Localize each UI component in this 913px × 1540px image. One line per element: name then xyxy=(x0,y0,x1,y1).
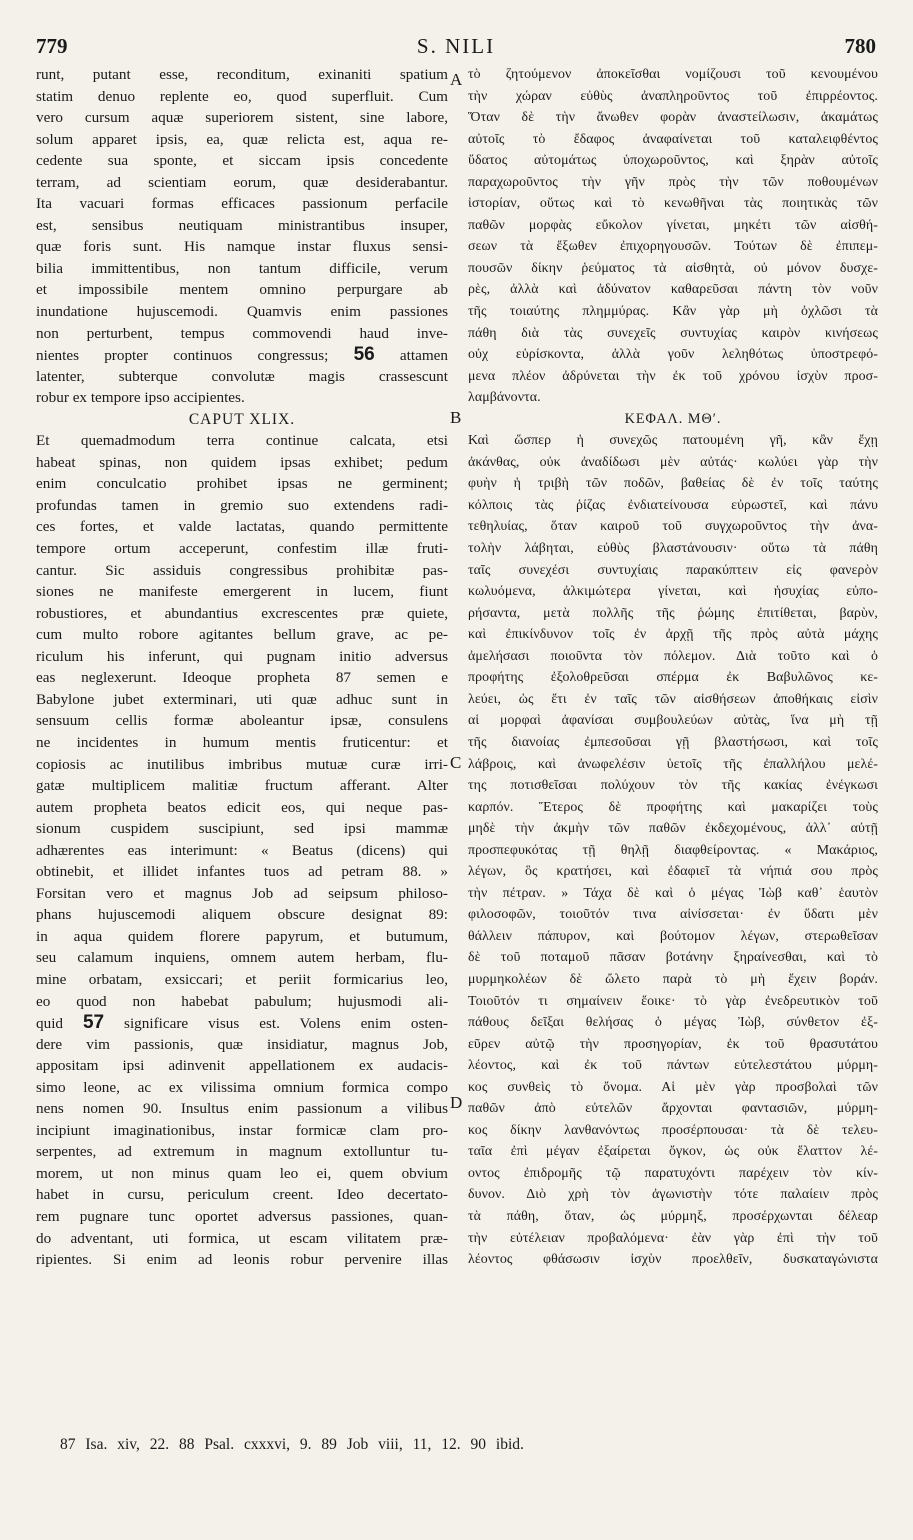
greek-text-line: τὴν εὐτέλειαν προβαλόμενα· ἐὰν γὰρ ἐπὶ τὴν τοῦ xyxy=(468,1230,878,1246)
latin-text-line: vero cursum aquæ superiorem sistent, sine labore, xyxy=(36,109,448,127)
latin-text-line: enim conculcatio prohibet ipsas ne germinent; xyxy=(36,475,448,493)
greek-text-line: φυὴν ἡ τριβὴ τῶν ποδῶν, βαθείας δὲ ἐν τοῖς ταύτης xyxy=(468,476,878,492)
latin-text-line: copiosis ac inutilibus imbribus mutuæ curæ irri- xyxy=(36,755,448,773)
latin-text-line: simo leone, ac ex vilissima omnium formica compo xyxy=(36,1078,448,1096)
latin-text-line: habet in cursu, periculum creent. Ideo decertato- xyxy=(36,1186,448,1204)
margin-marker-c: C xyxy=(450,753,462,772)
latin-text-line: statim denuo replente eo, quod superfluit. Cum xyxy=(36,87,448,105)
latin-text-line: inundatione hujuscemodi. Quamvis enim passiones xyxy=(36,303,448,321)
greek-text-line: θάλλειν πάπυρον, καὶ βούτομον λέγων, στερωθεῖσαν xyxy=(468,928,878,944)
chapter-heading: CAPUT XLIX. xyxy=(188,410,296,428)
greek-text-line: Τοιοῦτόν τι σημαίνειν ἔοικε· τὸ γὰρ ἐνεδρευτικὸν τοῦ xyxy=(468,993,878,1009)
greek-text-line: τὴν πέτραν. » Τάχα δὲ καὶ ὁ μέγας Ἰὼβ καθ᾽ ἑαυτὸν xyxy=(468,885,878,901)
greek-text-line: ἀκάνθας, οὐκ ἀναδίδωσι μὲν αὐτάς· κωλύει γὰρ τὴν xyxy=(468,454,878,470)
latin-text-line: cum multo robore agitantes bellum grave, ac pe- xyxy=(36,626,448,644)
greek-text-line: λεύει, ὡς ἔτι ἐν ταῖς τῶν αἰσθήσεων ἀποθήκαις εἰσὶν xyxy=(468,691,878,707)
latin-text-line: sionum cuspidem suscipiunt, sed ipsi mammæ xyxy=(36,820,448,838)
greek-text-line: φιλοσοφῶν, τοιοῦτόν τινα αἰνίσσεται· ἐν ὕδατι μὲν xyxy=(468,907,878,923)
latin-text-line: ces fortes, et valde lactatas, quando permittente xyxy=(36,518,448,536)
latin-text-line: latenter, subterque convolutæ magis crassescunt xyxy=(36,367,448,385)
greek-text-line: ἱστορίαν, οὕτως καὶ τὸ κενωθῆναι τὰς ποιητικὰς τῶν xyxy=(468,196,878,212)
greek-text-line: τὴν χώραν εὐθὺς ἀναπληροῦντος τοῦ ἐπιρρέοντος. xyxy=(468,88,878,104)
page-number-left: 779 xyxy=(36,34,68,58)
greek-text-line: λαμβάνοντα. xyxy=(468,390,541,406)
latin-text-line: riculum his inferunt, qui pugnam initio adversus xyxy=(36,647,448,665)
latin-text-line: tempore ortum acceperunt, confestim illæ fruti- xyxy=(36,540,448,558)
latin-text-line: cedente sua sponte, et siccam ipsis concedente xyxy=(36,152,448,170)
greek-text-line: λέγων, ὃς κρατήσει, καὶ ἐδαφιεῖ τὰ νήπιά σου πρὸς xyxy=(468,864,878,880)
greek-text-line: λάβροις, καὶ ἀνωφελέσιν ὑετοῖς τῆς ἐπαλλήλου μελέ- xyxy=(468,756,878,772)
latin-text-line: cantur. Sic assiduis congressibus prohibitæ pas- xyxy=(36,561,448,579)
greek-text-line: κος συνθεὶς τὸ ὄνομα. Αἱ μὲν γὰρ προσβολαὶ τῶν xyxy=(468,1079,878,1095)
latin-text-line: eas neglexerunt. Ideoque propheta 87 semen e xyxy=(36,669,448,687)
greek-text-line: κωλυόμενα, ἀλκιμώτερα γίνεται, καὶ ἡσυχίας εὐπο- xyxy=(468,584,878,600)
greek-text-line: ρὲς, ἀλλὰ καὶ ἀδύνατον καθαρεῦσαι πάντη τὸν νοῦν xyxy=(468,282,878,298)
greek-text-line: προφήτης ἐξολοθρεῦσαι σπέρμα ἐκ Βαβυλῶνος κε- xyxy=(468,670,878,686)
greek-text-line: Ὅταν δὲ τὴν ἄνωθεν φορὰν ἀναστείλωσιν, ἀκαμάτως xyxy=(468,110,878,126)
greek-text-line: δυνον. Διὸ χρὴ τὸν ἀγωνιστὴν τότε παλαίειν πρὸς xyxy=(468,1187,878,1203)
latin-text-line: sensuum cellis formæ aboleantur ipsæ, consulens xyxy=(36,712,448,730)
latin-text-line: dere vim passionis, quæ insidiatur, magnus Job, xyxy=(36,1035,448,1053)
latin-text-line: morem, ut non minus quam leo ei, quem obvium xyxy=(36,1164,448,1182)
latin-text-line: non perturbent, tempus commovendi haud inve- xyxy=(36,324,448,342)
latin-text-line: nens nomen 90. Insultus enim passionum a vilibus xyxy=(36,1100,448,1118)
latin-text-line: obtinebit, et illidet infantes tuos ad petram 88. » xyxy=(36,863,448,881)
greek-text-line: τῆς τοιαύτης πλημμύρας. Κἂν γὰρ μὴ ὀχλῶσι τὰ xyxy=(468,304,878,320)
greek-text-line: λέοντος φθάσωσιν ἰσχὺν προελθεῖν, δυσκαταγώνιστα xyxy=(468,1252,878,1268)
latin-text-line: appositam ipsi adinvenit appellationem ex audacis- xyxy=(36,1057,448,1075)
running-title: S. NILI xyxy=(416,34,496,58)
latin-text-line: bilia immittentibus, non tantum difficile, verum xyxy=(36,259,448,277)
latin-text-line: robur ex tempore ipso accipientes. xyxy=(36,389,245,407)
latin-text-line: adhærentes eas interimunt: « Beatus (dicens) qui xyxy=(36,841,448,859)
latin-text-line: runt, putant esse, reconditum, exinaniti spatium xyxy=(36,66,448,83)
latin-text-line: seu calamum inquiens, omnem autem herbam, flu- xyxy=(36,949,448,967)
latin-text-line: quæ foris sunt. His namque instar fluxus sensi- xyxy=(36,238,448,256)
footnotes: 87 Isa. xiv, 22. 88 Psal. cxxxvi, 9. 89 Job viii, 11, 12. 90 ibid. xyxy=(60,1436,524,1453)
latin-text-line: et impossibile mentem omnino perpurgare ab xyxy=(36,281,448,299)
latin-text-line: phans hujuscemodi aliquem obscure designat 89: xyxy=(36,906,448,924)
greek-text-line: αἱ μορφαὶ ἀφανίσαι συμβουλεύων αὐτὰς, ἵνα μὴ τῇ xyxy=(468,713,878,729)
latin-text-line: gatæ multiplicem malitiæ fructum afferant. Alter xyxy=(36,777,448,795)
greek-text-line: τὰ πάθη, ὅταν, ὡς μύρμηξ, προσέρχωνται δέλεαρ xyxy=(468,1208,878,1224)
greek-text-line: τολὴν λάβηται, εὐθὺς βλαστάνουσιν· οὕτω τὰ πάθη xyxy=(468,541,878,557)
greek-text-line: ταῖα ἐπὶ μέγαν ἐξαίρεται ὄγκον, ὡς οὐκ ἔλαττον λέ- xyxy=(468,1144,878,1160)
greek-text-line: μενα πλέον ἀδρύνεται τὴν ἐκ τοῦ χρόνου ἰσχὺν προσ- xyxy=(468,368,878,384)
latin-text-line: in aqua quidem florere papyrum, et butumum, xyxy=(36,927,448,945)
greek-text-line: μυρμηκολέων δὲ ὤλετο παρὰ τὸ μὴ ἔχειν βοράν. xyxy=(468,971,878,987)
greek-text-line: κόλποις τὰς ῥίζας ἐνδιατείνουσα εὐρωστεῖ, καὶ πάνυ xyxy=(468,497,878,513)
page-header xyxy=(36,34,876,60)
greek-text-line: αὐτοῖς τὸ ἔδαφος ἀναφαίνεται τοῦ καταλειφθέντος xyxy=(468,131,878,147)
latin-text-line: rem pugnare tunc oportet adversus passiones, quan- xyxy=(36,1207,448,1225)
greek-text-line: εῦρεν αὐτῷ τὴν προσηγορίαν, ἐκ τοῦ θρασυτάτου xyxy=(468,1036,878,1052)
latin-text-line: habeat spinas, non quidem ipsas exhibet; pedum xyxy=(36,453,448,471)
column-number: 56 xyxy=(353,344,375,366)
latin-text-line: mine orbatam, exsiccari; et periit formicarius leo, xyxy=(36,970,448,988)
latin-text-line: siones ne manifeste emergerent in lucem, fiunt xyxy=(36,583,448,601)
latin-text-line: Et quemadmodum terra continue calcata, etsi xyxy=(36,432,448,450)
latin-text-line: profundas tamen in gremio suo extendens radi- xyxy=(36,496,448,514)
greek-text-line: πάθη διὰ τὰς συνεχεῖς συντυχίας καιρὸν κινήσεως xyxy=(468,325,878,341)
greek-text-line: πουσῶν δίκην ῥεύματος τὰ αἰσθητὰ, οὐ μόνον δυσχε- xyxy=(468,260,878,276)
greek-text-line: πάθους δεῖξαι θελήσας ὁ μέγας Ἰὼβ, σύνθετον ἐξ- xyxy=(468,1015,878,1031)
greek-text-line: Καὶ ὥσπερ ἡ συνεχῶς πατουμένη γῆ, κἂν ἔχῃ xyxy=(468,433,878,449)
greek-text-line: ρήσαντα, μετὰ πολλῆς τῆς ῥώμης ἐπιτίθεται, βαρὺν, xyxy=(468,605,878,621)
latin-column xyxy=(36,64,448,1271)
greek-text-line: ἀμελήσασι ποιοῦντα τὸν πόλεμον. Διὰ τοῦτο καὶ ὁ xyxy=(468,648,878,664)
greek-text-line: δὲ τοῦ ποταμοῦ πᾶσαν βοτάνην ξηραίνεσθαι, καὶ τὸ xyxy=(468,950,878,966)
margin-marker-b: B xyxy=(450,408,462,427)
latin-text-line: Ita vacuari formas efficaces passionum perfacile xyxy=(36,195,448,213)
latin-text-line: nientes propter continuos congressus; 56 attamen xyxy=(36,344,448,366)
latin-text-line: eo quod non habebat pabulum; hujusmodi ali- xyxy=(36,992,448,1010)
greek-text-line: καὶ ἐπικίνδυνον τοῖς ἐν ἀρχῇ τῆς πρὸς αὐτὰ μάχης xyxy=(468,627,878,643)
greek-text-line: παραχωροῦντος τὴν γῆν πρὸς τὴν τῶν ποθουμένων xyxy=(468,174,878,190)
greek-text-line: ταῖς συνεχέσι συντυχίαις παρακύπτειν εἰς φανερὸν xyxy=(468,562,878,578)
chapter-heading: ΚΕΦΑΛ. ΜΘʹ. xyxy=(624,410,722,427)
greek-text-line: κος δίκην λανθανόντως προσέρπουσαι· τὰ δὲ τελευ- xyxy=(468,1122,878,1138)
column-number: 57 xyxy=(82,1012,105,1034)
greek-text-line: μηδὲ τὴν ἀκμὴν τῶν παθῶν ἐκδεχομένους, ἀλλ᾽ αὐτῇ xyxy=(468,821,878,837)
latin-text-line: quid 57 significare visus est. Volens enim osten- xyxy=(36,1012,448,1034)
greek-text-line: καρπόν. Ἕτερος δὲ προφήτης καὶ μακαρίζει τοὺς xyxy=(468,799,878,815)
greek-text-line: σεων τὰ ἔξωθεν ἐπιχορηγουσῶν. Τούτων δὲ ἐπιπεμ- xyxy=(468,239,878,255)
greek-text-line: της ποτισθεῖσαι πολύχουν τὸν τῆς κακίας ἐνέγκωσι xyxy=(468,778,878,794)
latin-text-line: est, sensibus neutiquam ministrantibus insuper, xyxy=(36,216,448,234)
latin-text-line: serpentes, ad extremum in magnum extolluntur tu- xyxy=(36,1143,448,1161)
greek-text-line: τῆς διανοίας ἐμπεσοῦσαι γῇ βλαστήσωσι, καὶ τοῖς xyxy=(468,734,878,750)
greek-text-line: τεθηλυίας, ὅταν καιροῦ τοῦ συγχωροῦντος τὴν ἀνα- xyxy=(468,519,878,535)
latin-text-line: autem propheta beatos edicit eos, qui neque pas- xyxy=(36,798,448,816)
margin-marker-d: D xyxy=(450,1093,463,1112)
page-number-right: 780 xyxy=(844,34,876,58)
greek-text-line: λέοντος, καὶ ἐκ τοῦ πάντων εὐτελεστάτου μύρμη- xyxy=(468,1058,878,1074)
greek-text-line: προσπεφυκότας τῇ θηλῇ διαφθείροντας. « Μακάριος, xyxy=(468,842,878,858)
latin-text-line: terram, ad scientiam eorum, quæ desiderabantur. xyxy=(36,173,448,191)
latin-text-line: robustiores, et abundantius excrescentes præ quiete, xyxy=(36,604,448,622)
latin-text-line: ripientes. Si enim ad leonis robur pervenire illas xyxy=(36,1251,448,1269)
latin-text-line: incipiunt imaginationibus, instar formicæ clam pro- xyxy=(36,1121,448,1139)
greek-text-line: ὕδατος αὐτομάτως ὑποχωροῦντος, καὶ ξηρὰν αὐτοῖς xyxy=(468,153,878,169)
greek-text-line: παθῶν ἀπὸ εὐτελῶν ἄρχονται φαντασιῶν, μύρμη- xyxy=(468,1101,878,1117)
greek-text-line: τὸ ζητούμενον ἀποκεῖσθαι νομίζουσι τοῦ κενουμένου xyxy=(468,67,878,82)
margin-marker-a: A xyxy=(450,70,463,89)
latin-text-line: ne incidentes in humum mentis fruticentur: et xyxy=(36,733,448,751)
latin-text-line: Forsitan vero et magnus Job ad seipsum philoso- xyxy=(36,884,448,902)
latin-text-line: Babylone jubet exterminari, uti quæ adhuc sunt in xyxy=(36,690,448,708)
greek-text-line: οντος ἐπιδρομῆς τῷ παρατυχόντι παρέχειν τὸν κίν- xyxy=(468,1165,878,1181)
latin-text-line: do adventant, uti formica, ut escam vilitatem præ- xyxy=(36,1229,448,1247)
latin-text-line: solum apparet ipsis, ea, quæ relicta est, aqua re- xyxy=(36,130,448,148)
greek-text-line: παθῶν μορφὰς εὔκολον γίνεται, μηκέτι τῶν αἰσθή- xyxy=(468,217,878,233)
greek-text-line: οὐχ εὑρίσκοντα, ἀλλὰ γοῦν λεληθότως ὑποστρεφό- xyxy=(468,347,878,363)
greek-column xyxy=(468,64,878,1271)
